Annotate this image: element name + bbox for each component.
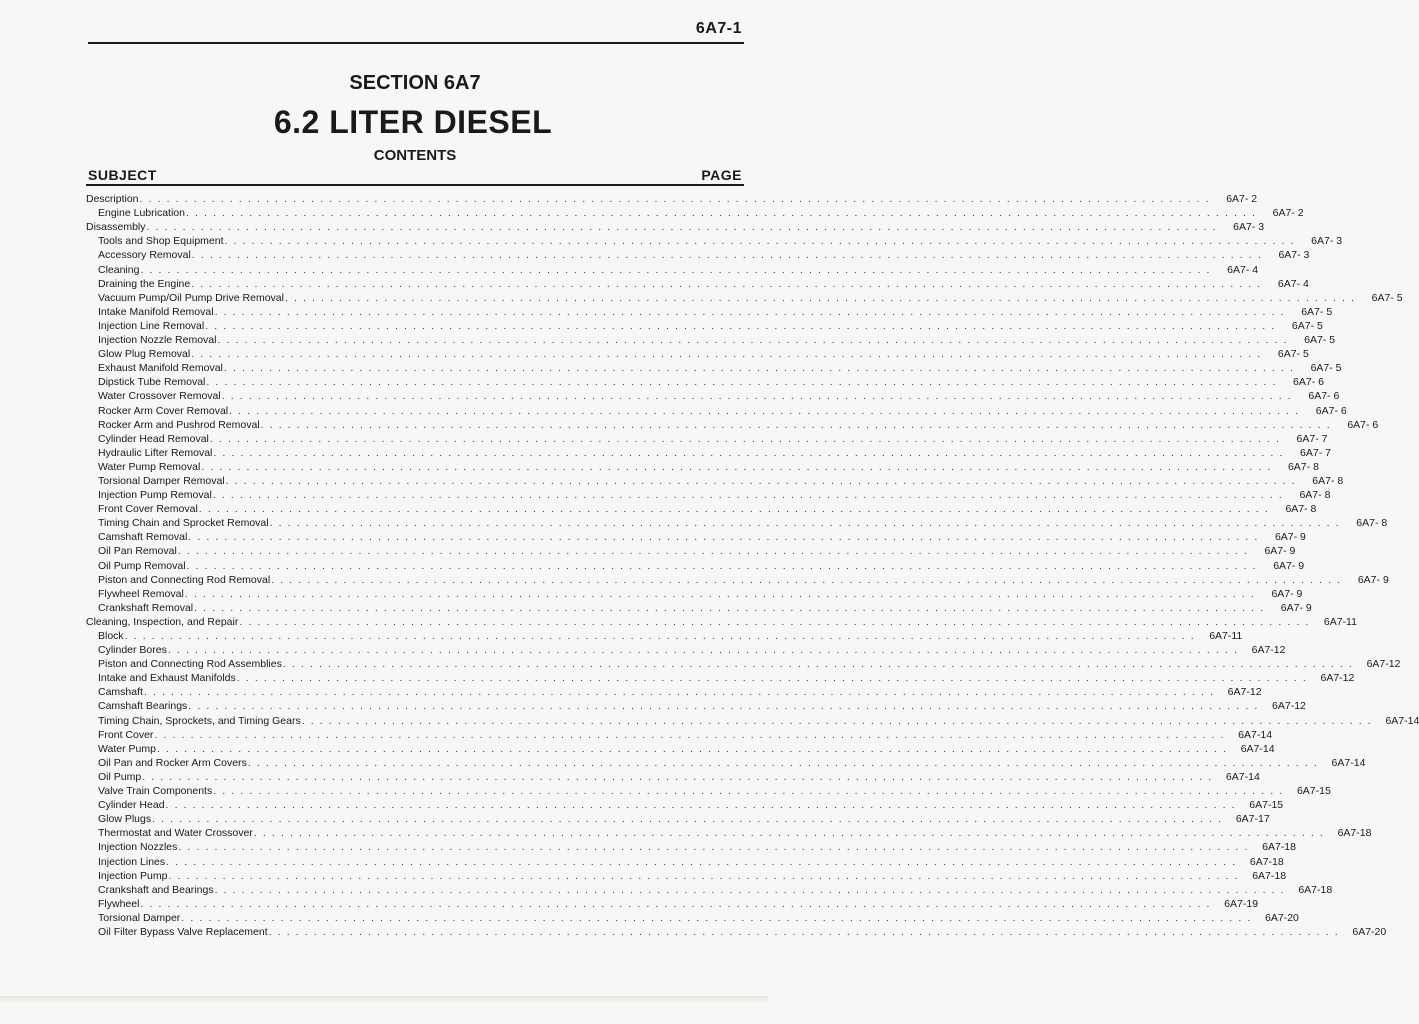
toc-entry-title: Accessory Removal: [98, 249, 191, 262]
toc-entry: [86, 544, 1296, 558]
toc-entry-page: 6A7- 9: [1274, 531, 1306, 544]
toc-entry: [86, 840, 1296, 854]
toc-entry-page: 6A7- 6: [1347, 418, 1379, 431]
toc-entry-page: 6A7-17: [1235, 813, 1270, 826]
toc-entry-title: Water Pump: [98, 742, 156, 755]
toc-entry-page: 6A7- 8: [1299, 489, 1331, 502]
toc-dot-leader: . . . . . . . . . . . . . . . . . . . . . . . . . . . . . . . . . . . . . . . . . . . . . . . . . . . . . . . . . . . . . . . . . . . . . . . . . . . . . . . . . . . . . . . . . . . . . . . . . . . . . . . . . . . . . . . . . . . . . . .: [247, 756, 1319, 769]
toc-entry-page: 6A7-18: [1249, 855, 1284, 868]
toc-entry-title: Timing Chain, Sprockets, and Timing Gears: [98, 714, 301, 727]
toc-entry-title: Water Pump Removal: [98, 460, 201, 473]
toc-dot-leader: . . . . . . . . . . . . . . . . . . . . . . . . . . . . . . . . . . . . . . . . . . . . . . . . . . . . . . . . . . . . . . . . . . . . . . . . . . . . . . . . . . . . . . . . . . . . . . . . . . . . . . . . . . . . . . . . . . . . . . .: [221, 390, 1293, 403]
toc-dot-leader: . . . . . . . . . . . . . . . . . . . . . . . . . . . . . . . . . . . . . . . . . . . . . . . . . . . . . . . . . . . . . . . . . . . . . . . . . . . . . . . . . . . . . . . . . . . . . . . . . . . . . . . . . . . . . . . . . . . . . . .: [212, 489, 1284, 502]
toc-entry: [86, 643, 1286, 657]
toc-entry-title: Camshaft Bearings: [98, 700, 188, 713]
toc-dot-leader: . . . . . . . . . . . . . . . . . . . . . . . . . . . . . . . . . . . . . . . . . . . . . . . . . . . . . . . . . . . . . . . . . . . . . . . . . . . . . . . . . . . . . . . . . . . . . . . . . . . . . . . . . . . . . . . . . . . . . . .: [225, 474, 1297, 487]
toc-entry-title: Oil Filter Bypass Valve Replacement: [98, 925, 268, 938]
toc-dot-leader: . . . . . . . . . . . . . . . . . . . . . . . . . . . . . . . . . . . . . . . . . . . . . . . . . . . . . . . . . . . . . . . . . . . . . . . . . . . . . . . . . . . . . . . . . . . . . . . . . . . . . . . . . . . . . . . . . . . . . . .: [236, 672, 1308, 685]
toc-entry: [86, 220, 1265, 234]
toc-entry-page: 6A7-11: [1323, 615, 1357, 628]
toc-entry: [86, 573, 1389, 587]
toc-entry-page: 6A7-14: [1238, 728, 1273, 741]
toc-entry-page: 6A7- 2: [1226, 193, 1258, 206]
toc-entry-title: Glow Plugs: [98, 813, 152, 826]
toc-entry: [86, 826, 1372, 840]
toc-dot-leader: . . . . . . . . . . . . . . . . . . . . . . . . . . . . . . . . . . . . . . . . . . . . . . . . . . . . . . . . . . . . . . . . . . . . . . . . . . . . . . . . . . . . . . . . . . . . . . . . . . . . . . . . . . . . . . . . . . . . . . .: [186, 559, 1258, 572]
toc-entry-title: Front Cover Removal: [98, 503, 198, 516]
toc-entry: [86, 558, 1305, 572]
toc-entry-page: 6A7-15: [1296, 785, 1331, 798]
toc-entry-page: 6A7-18: [1298, 883, 1333, 896]
toc-dot-leader: . . . . . . . . . . . . . . . . . . . . . . . . . . . . . . . . . . . . . . . . . . . . . . . . . . . . . . . . . . . . . . . . . . . . . . . . . . . . . . . . . . . . . . . . . . . . . . . . . . . . . . . . . . . . . . . . . . . . . . .: [191, 277, 1262, 290]
toc-dot-leader: . . . . . . . . . . . . . . . . . . . . . . . . . . . . . . . . . . . . . . . . . . . . . . . . . . . . . . . . . . . . . . . . . . . . . . . . . . . . . . . . . . . . . . . . . . . . . . . . . . . . . . . . . . . . . . . . . . . . . . .: [140, 263, 1212, 276]
toc-entry-page: 6A7-14: [1331, 756, 1366, 769]
toc-entry: [86, 728, 1273, 742]
toc-entry: [86, 587, 1303, 601]
toc-entry: [86, 685, 1262, 699]
toc-entry-title: Injection Nozzles: [98, 841, 178, 854]
toc-entry-page: 6A7-14: [1240, 742, 1275, 755]
toc-entry-title: Thermostat and Water Crossover: [98, 827, 253, 840]
toc-entry: [86, 418, 1379, 432]
toc-entry: [86, 713, 1419, 727]
toc-entry: [86, 347, 1309, 361]
toc-entry-title: Timing Chain and Sprocket Removal: [98, 517, 269, 530]
toc-entry-title: Draining the Engine: [98, 277, 191, 290]
toc-entry-title: Valve Train Components: [98, 785, 213, 798]
toc-entry-page: 6A7-18: [1262, 841, 1296, 854]
toc-entry: [86, 742, 1275, 756]
toc-entry: [86, 911, 1299, 925]
toc-entry-page: 6A7- 5: [1291, 319, 1323, 332]
toc-dot-leader: . . . . . . . . . . . . . . . . . . . . . . . . . . . . . . . . . . . . . . . . . . . . . . . . . . . . . . . . . . . . . . . . . . . . . . . . . . . . . . . . . . . . . . . . . . . . . . . . . . . . . . . . . . . . . . . . . . . . . . .: [178, 841, 1249, 854]
toc-entry: [86, 234, 1343, 248]
toc-entry: [86, 756, 1366, 770]
toc-dot-leader: . . . . . . . . . . . . . . . . . . . . . . . . . . . . . . . . . . . . . . . . . . . . . . . . . . . . . . . . . . . . . . . . . . . . . . . . . . . . . . . . . . . . . . . . . . . . . . . . . . . . . . . . . . . . . . . . . . . . . . .: [213, 446, 1284, 459]
toc-dot-leader: . . . . . . . . . . . . . . . . . . . . . . . . . . . . . . . . . . . . . . . . . . . . . . . . . . . . . . . . . . . . . . . . . . . . . . . . . . . . . . . . . . . . . . . . . . . . . . . . . . . . . . . . . . . . . . . . . . . . . . .: [143, 686, 1215, 699]
toc-entry-page: 6A7- 6: [1293, 376, 1324, 389]
toc-dot-leader: . . . . . . . . . . . . . . . . . . . . . . . . . . . . . . . . . . . . . . . . . . . . . . . . . . . . . . . . . . . . . . . . . . . . . . . . . . . . . . . . . . . . . . . . . . . . . . . . . . . . . . . . . . . . . . . . . . . . . . .: [156, 742, 1228, 755]
toc-entry: [86, 192, 1258, 206]
toc-entry-title: Front Cover: [98, 728, 154, 741]
toc-entry-title: Injection Line Removal: [98, 319, 205, 332]
contents-heading: CONTENTS: [373, 147, 457, 164]
toc-entry: [86, 375, 1324, 389]
section-heading: SECTION 6A7: [349, 72, 481, 94]
toc-dot-leader: . . . . . . . . . . . . . . . . . . . . . . . . . . . . . . . . . . . . . . . . . . . . . . . . . . . . . . . . . . . . . . . . . . . . . . . . . . . . . . . . . . . . . . . . . . . . . . . . . . . . . . . . . . . . . . . . . . . . . . .: [124, 630, 1196, 642]
toc-entry-title: Torsional Damper Removal: [98, 474, 225, 487]
toc-entry-page: 6A7- 7: [1296, 432, 1328, 445]
toc-entry: [86, 446, 1331, 460]
toc-entry-page: 6A7-20: [1352, 925, 1387, 938]
toc-entry-page: 6A7- 8: [1356, 517, 1388, 530]
toc-entry-title: Cleaning: [98, 263, 140, 276]
toc-dot-leader: . . . . . . . . . . . . . . . . . . . . . . . . . . . . . . . . . . . . . . . . . . . . . . . . . . . . . . . . . . . . . . . . . . . . . . . . . . . . . . . . . . . . . . . . . . . . . . . . . . . . . . . . . . . . . . . . . . . . . . .: [239, 615, 1310, 628]
toc-entry-page: 6A7-11: [1209, 630, 1243, 642]
toc-entry: [86, 361, 1342, 375]
toc-entry-title: Block: [98, 630, 124, 642]
toc-dot-leader: . . . . . . . . . . . . . . . . . . . . . . . . . . . . . . . . . . . . . . . . . . . . . . . . . . . . . . . . . . . . . . . . . . . . . . . . . . . . . . . . . . . . . . . . . . . . . . . . . . . . . . . . . . . . . . . . . . . . . . .: [224, 235, 1296, 248]
toc-dot-leader: . . . . . . . . . . . . . . . . . . . . . . . . . . . . . . . . . . . . . . . . . . . . . . . . . . . . . . . . . . . . . . . . . . . . . . . . . . . . . . . . . . . . . . . . . . . . . . . . . . . . . . . . . . . . . . . . . . . . . . .: [217, 334, 1289, 347]
toc-entry-title: Crankshaft Removal: [98, 601, 194, 614]
toc-dot-leader: . . . . . . . . . . . . . . . . . . . . . . . . . . . . . . . . . . . . . . . . . . . . . . . . . . . . . . . . . . . . . . . . . . . . . . . . . . . . . . . . . . . . . . . . . . . . . . . . . . . . . . . . . . . . . . . . . . . . . . .: [223, 362, 1295, 375]
toc-entry: [86, 488, 1331, 502]
toc-entry-title: Intake Manifold Removal: [98, 305, 214, 318]
toc-dot-leader: . . . . . . . . . . . . . . . . . . . . . . . . . . . . . . . . . . . . . . . . . . . . . . . . . . . . . . . . . . . . . . . . . . . . . . . . . . . . . . . . . . . . . . . . . . . . . . . . . . . . . . . . . . . . . . . . . . . . . . .: [253, 827, 1325, 840]
toc-entry: [86, 248, 1310, 262]
toc-dot-leader: . . . . . . . . . . . . . . . . . . . . . . . . . . . . . . . . . . . . . . . . . . . . . . . . . . . . . . . . . . . . . . . . . . . . . . . . . . . . . . . . . . . . . . . . . . . . . . . . . . . . . . . . . . . . . . . . . . . . . . .: [194, 601, 1265, 614]
toc-dot-leader: . . . . . . . . . . . . . . . . . . . . . . . . . . . . . . . . . . . . . . . . . . . . . . . . . . . . . . . . . . . . . . . . . . . . . . . . . . . . . . . . . . . . . . . . . . . . . . . . . . . . . . . . . . . . . . . . . . . . . . .: [165, 799, 1237, 812]
toc-dot-leader: . . . . . . . . . . . . . . . . . . . . . . . . . . . . . . . . . . . . . . . . . . . . . . . . . . . . . . . . . . . . . . . . . . . . . . . . . . . . . . . . . . . . . . . . . . . . . . . . . . . . . . . . . . . . . . . . . . . . . . .: [142, 770, 1213, 783]
toc-entry-title: Injection Lines: [98, 855, 166, 868]
top-rule: [88, 42, 744, 44]
page-title: 6.2 LITER DIESEL: [273, 104, 553, 140]
toc-entry-page: 6A7-18: [1337, 827, 1372, 840]
page-bottom-edge: [0, 996, 768, 1004]
toc-entry-title: Piston and Connecting Rod Removal: [98, 573, 271, 586]
toc-entry: [86, 516, 1388, 530]
toc-entry-page: 6A7- 9: [1357, 573, 1389, 586]
toc-dot-leader: . . . . . . . . . . . . . . . . . . . . . . . . . . . . . . . . . . . . . . . . . . . . . . . . . . . . . . . . . . . . . . . . . . . . . . . . . . . . . . . . . . . . . . . . . . . . . . . . . . . . . . . . . . . . . . . . . . . . . . .: [166, 855, 1237, 868]
toc-entry: [86, 854, 1284, 868]
toc-entry-title: Intake and Exhaust Manifolds: [98, 672, 236, 685]
toc-entry-page: 6A7- 5: [1277, 348, 1309, 361]
table-of-contents: [86, 192, 1419, 939]
toc-dot-leader: . . . . . . . . . . . . . . . . . . . . . . . . . . . . . . . . . . . . . . . . . . . . . . . . . . . . . . . . . . . . . . . . . . . . . . . . . . . . . . . . . . . . . . . . . . . . . . . . . . . . . . . . . . . . . . . . . . . . . . .: [214, 305, 1286, 318]
toc-entry-page: 6A7- 7: [1300, 446, 1331, 459]
toc-entry: [86, 601, 1312, 615]
toc-entry-page: 6A7-18: [1252, 869, 1287, 882]
toc-entry-page: 6A7- 3: [1311, 235, 1343, 248]
toc-dot-leader: . . . . . . . . . . . . . . . . . . . . . . . . . . . . . . . . . . . . . . . . . . . . . . . . . . . . . . . . . . . . . . . . . . . . . . . . . . . . . . . . . . . . . . . . . . . . . . . . . . . . . . . . . . . . . . . . . . . . . . .: [184, 587, 1256, 600]
toc-entry-title: Water Crossover Removal: [98, 390, 221, 403]
subject-column-header: SUBJECT: [88, 167, 157, 183]
toc-dot-leader: . . . . . . . . . . . . . . . . . . . . . . . . . . . . . . . . . . . . . . . . . . . . . . . . . . . . . . . . . . . . . . . . . . . . . . . . . . . . . . . . . . . . . . . . . . . . . . . . . . . . . . . . . . . . . . . . . . . . . . .: [177, 545, 1249, 558]
toc-entry-page: 6A7- 6: [1308, 390, 1340, 403]
toc-entry: [86, 305, 1333, 319]
toc-entry: [86, 671, 1355, 685]
toc-entry-title: Cylinder Head Removal: [98, 432, 209, 445]
toc-dot-leader: . . . . . . . . . . . . . . . . . . . . . . . . . . . . . . . . . . . . . . . . . . . . . . . . . . . . . . . . . . . . . . . . . . . . . . . . . . . . . . . . . . . . . . . . . . . . . . . . . . . . . . . . . . . . . . . . . . . . . . .: [188, 700, 1259, 713]
toc-dot-leader: . . . . . . . . . . . . . . . . . . . . . . . . . . . . . . . . . . . . . . . . . . . . . . . . . . . . . . . . . . . . . . . . . . . . . . . . . . . . . . . . . . . . . . . . . . . . . . . . . . . . . . . . . . . . . . . . . . . . . . .: [181, 911, 1252, 924]
toc-dot-leader: . . . . . . . . . . . . . . . . . . . . . . . . . . . . . . . . . . . . . . . . . . . . . . . . . . . . . . . . . . . . . . . . . . . . . . . . . . . . . . . . . . . . . . . . . . . . . . . . . . . . . . . . . . . . . . . . . . . . . . .: [268, 925, 1340, 938]
toc-entry: [86, 474, 1344, 488]
toc-dot-leader: . . . . . . . . . . . . . . . . . . . . . . . . . . . . . . . . . . . . . . . . . . . . . . . . . . . . . . . . . . . . . . . . . . . . . . . . . . . . . . . . . . . . . . . . . . . . . . . . . . . . . . . . . . . . . . . . . . . . . . .: [301, 714, 1373, 727]
toc-entry-page: 6A7-14: [1385, 714, 1419, 727]
page-column-header: PAGE: [701, 167, 742, 183]
toc-entry-page: 6A7- 3: [1233, 221, 1265, 234]
toc-entry-title: Oil Pan Removal: [98, 545, 177, 558]
toc-entry: [86, 502, 1317, 516]
toc-entry: [86, 432, 1328, 446]
toc-entry-title: Piston and Connecting Rod Assemblies: [98, 658, 282, 671]
toc-entry: [86, 460, 1319, 474]
toc-entry-title: Cleaning, Inspection, and Repair: [86, 615, 239, 628]
toc-entry: [86, 615, 1357, 629]
toc-entry: [86, 798, 1284, 812]
toc-entry-page: 6A7- 9: [1280, 601, 1312, 614]
toc-entry-title: Hydraulic Lifter Removal: [98, 446, 213, 459]
toc-entry-page: 6A7-19: [1224, 897, 1259, 910]
toc-entry-title: Oil Pump: [98, 770, 142, 783]
toc-dot-leader: . . . . . . . . . . . . . . . . . . . . . . . . . . . . . . . . . . . . . . . . . . . . . . . . . . . . . . . . . . . . . . . . . . . . . . . . . . . . . . . . . . . . . . . . . . . . . . . . . . . . . . . . . . . . . . . . . . . . . . .: [229, 404, 1300, 417]
toc-entry-title: Flywheel Removal: [98, 587, 184, 600]
toc-entry: [86, 869, 1287, 883]
toc-dot-leader: . . . . . . . . . . . . . . . . . . . . . . . . . . . . . . . . . . . . . . . . . . . . . . . . . . . . . . . . . . . . . . . . . . . . . . . . . . . . . . . . . . . . . . . . . . . . . . . . . . . . . . . . . . . . . . . . . . . . . . .: [205, 319, 1276, 332]
toc-dot-leader: . . . . . . . . . . . . . . . . . . . . . . . . . . . . . . . . . . . . . . . . . . . . . . . . . . . . . . . . . . . . . . . . . . . . . . . . . . . . . . . . . . . . . . . . . . . . . . . . . . . . . . . . . . . . . . . . . . . . . . .: [284, 291, 1356, 304]
toc-entry: [86, 699, 1306, 713]
toc-entry-title: Injection Pump: [98, 869, 168, 882]
toc-entry-page: 6A7-12: [1320, 672, 1355, 685]
toc-entry-title: Exhaust Manifold Removal: [98, 362, 223, 375]
toc-entry-page: 6A7-12: [1227, 686, 1262, 699]
toc-entry-page: 6A7- 4: [1227, 263, 1259, 276]
header-rule: [86, 184, 744, 186]
toc-entry-page: 6A7- 5: [1371, 291, 1403, 304]
toc-dot-leader: . . . . . . . . . . . . . . . . . . . . . . . . . . . . . . . . . . . . . . . . . . . . . . . . . . . . . . . . . . . . . . . . . . . . . . . . . . . . . . . . . . . . . . . . . . . . . . . . . . . . . . . . . . . . . . . . . . . . . . .: [271, 573, 1342, 586]
toc-entry-page: 6A7-12: [1251, 644, 1286, 657]
toc-dot-leader: . . . . . . . . . . . . . . . . . . . . . . . . . . . . . . . . . . . . . . . . . . . . . . . . . . . . . . . . . . . . . . . . . . . . . . . . . . . . . . . . . . . . . . . . . . . . . . . . . . . . . . . . . . . . . . . . . . . . . . .: [269, 517, 1341, 530]
toc-entry-page: 6A7- 6: [1315, 404, 1347, 417]
toc-entry-title: Camshaft Removal: [98, 531, 188, 544]
toc-entry-page: 6A7- 5: [1310, 362, 1342, 375]
toc-entry-title: Oil Pan and Rocker Arm Covers: [98, 756, 247, 769]
toc-entry: [86, 277, 1309, 291]
toc-entry-title: Flywheel: [98, 897, 140, 910]
toc-entry-title: Camshaft: [98, 686, 143, 699]
toc-dot-leader: . . . . . . . . . . . . . . . . . . . . . . . . . . . . . . . . . . . . . . . . . . . . . . . . . . . . . . . . . . . . . . . . . . . . . . . . . . . . . . . . . . . . . . . . . . . . . . . . . . . . . . . . . . . . . . . . . . . . . . .: [188, 531, 1259, 544]
toc-entry-page: 6A7-12: [1366, 658, 1401, 671]
toc-entry: [86, 770, 1260, 784]
toc-entry: [86, 629, 1243, 643]
toc-entry: [86, 333, 1336, 347]
toc-dot-leader: . . . . . . . . . . . . . . . . . . . . . . . . . . . . . . . . . . . . . . . . . . . . . . . . . . . . . . . . . . . . . . . . . . . . . . . . . . . . . . . . . . . . . . . . . . . . . . . . . . . . . . . . . . . . . . . . . . . . . . .: [213, 785, 1284, 798]
toc-entry-page: 6A7- 5: [1304, 334, 1336, 347]
toc-dot-leader: . . . . . . . . . . . . . . . . . . . . . . . . . . . . . . . . . . . . . . . . . . . . . . . . . . . . . . . . . . . . . . . . . . . . . . . . . . . . . . . . . . . . . . . . . . . . . . . . . . . . . . . . . . . . . . . . . . . . . . .: [260, 418, 1332, 431]
toc-entry-title: Description: [86, 193, 139, 206]
toc-entry-page: 6A7- 9: [1271, 587, 1303, 600]
toc-entry-page: 6A7- 8: [1287, 460, 1319, 473]
toc-entry: [86, 262, 1259, 276]
toc-entry: [86, 897, 1259, 911]
toc-entry-page: 6A7- 8: [1285, 503, 1317, 516]
toc-dot-leader: . . . . . . . . . . . . . . . . . . . . . . . . . . . . . . . . . . . . . . . . . . . . . . . . . . . . . . . . . . . . . . . . . . . . . . . . . . . . . . . . . . . . . . . . . . . . . . . . . . . . . . . . . . . . . . . . . . . . . . .: [139, 193, 1211, 206]
toc-entry-page: 6A7-14: [1225, 770, 1260, 783]
toc-dot-leader: . . . . . . . . . . . . . . . . . . . . . . . . . . . . . . . . . . . . . . . . . . . . . . . . . . . . . . . . . . . . . . . . . . . . . . . . . . . . . . . . . . . . . . . . . . . . . . . . . . . . . . . . . . . . . . . . . . . . . . .: [140, 897, 1212, 910]
toc-entry: [86, 530, 1306, 544]
toc-entry: [86, 883, 1333, 897]
toc-entry: [86, 206, 1304, 220]
toc-entry-page: 6A7- 4: [1277, 277, 1309, 290]
toc-entry-title: Cylinder Bores: [98, 644, 167, 657]
toc-entry: [86, 319, 1323, 333]
toc-entry-page: 6A7-12: [1272, 700, 1306, 713]
toc-dot-leader: . . . . . . . . . . . . . . . . . . . . . . . . . . . . . . . . . . . . . . . . . . . . . . . . . . . . . . . . . . . . . . . . . . . . . . . . . . . . . . . . . . . . . . . . . . . . . . . . . . . . . . . . . . . . . . . . . . . . . . .: [152, 813, 1223, 826]
toc-entry: [86, 403, 1347, 417]
toc-entry-title: Cylinder Head: [98, 799, 165, 812]
toc-dot-leader: . . . . . . . . . . . . . . . . . . . . . . . . . . . . . . . . . . . . . . . . . . . . . . . . . . . . . . . . . . . . . . . . . . . . . . . . . . . . . . . . . . . . . . . . . . . . . . . . . . . . . . . . . . . . . . . . . . . . . . .: [206, 376, 1277, 389]
toc-dot-leader: . . . . . . . . . . . . . . . . . . . . . . . . . . . . . . . . . . . . . . . . . . . . . . . . . . . . . . . . . . . . . . . . . . . . . . . . . . . . . . . . . . . . . . . . . . . . . . . . . . . . . . . . . . . . . . . . . . . . . . .: [185, 207, 1257, 220]
toc-entry-title: Crankshaft and Bearings: [98, 883, 214, 896]
toc-entry: [86, 389, 1340, 403]
toc-dot-leader: . . . . . . . . . . . . . . . . . . . . . . . . . . . . . . . . . . . . . . . . . . . . . . . . . . . . . . . . . . . . . . . . . . . . . . . . . . . . . . . . . . . . . . . . . . . . . . . . . . . . . . . . . . . . . . . . . . . . . . .: [191, 249, 1263, 262]
toc-dot-leader: . . . . . . . . . . . . . . . . . . . . . . . . . . . . . . . . . . . . . . . . . . . . . . . . . . . . . . . . . . . . . . . . . . . . . . . . . . . . . . . . . . . . . . . . . . . . . . . . . . . . . . . . . . . . . . . . . . . . . . .: [146, 221, 1218, 234]
toc-entry-title: Torsional Damper: [98, 911, 181, 924]
toc-entry-title: Vacuum Pump/Oil Pump Drive Removal: [98, 291, 284, 304]
toc-entry-title: Dipstick Tube Removal: [98, 376, 206, 389]
toc-entry-title: Rocker Arm and Pushrod Removal: [98, 418, 260, 431]
toc-dot-leader: . . . . . . . . . . . . . . . . . . . . . . . . . . . . . . . . . . . . . . . . . . . . . . . . . . . . . . . . . . . . . . . . . . . . . . . . . . . . . . . . . . . . . . . . . . . . . . . . . . . . . . . . . . . . . . . . . . . . . . .: [214, 883, 1286, 896]
toc-entry: [86, 925, 1387, 939]
toc-dot-leader: . . . . . . . . . . . . . . . . . . . . . . . . . . . . . . . . . . . . . . . . . . . . . . . . . . . . . . . . . . . . . . . . . . . . . . . . . . . . . . . . . . . . . . . . . . . . . . . . . . . . . . . . . . . . . . . . . . . . . . .: [201, 460, 1272, 473]
toc-entry-title: Disassembly: [86, 221, 146, 234]
toc-entry-page: 6A7- 8: [1312, 474, 1344, 487]
toc-dot-leader: . . . . . . . . . . . . . . . . . . . . . . . . . . . . . . . . . . . . . . . . . . . . . . . . . . . . . . . . . . . . . . . . . . . . . . . . . . . . . . . . . . . . . . . . . . . . . . . . . . . . . . . . . . . . . . . . . . . . . . .: [168, 869, 1240, 882]
toc-entry: [86, 812, 1270, 826]
toc-entry-title: Engine Lubrication: [98, 207, 185, 220]
toc-entry-title: Glow Plug Removal: [98, 348, 191, 361]
toc-entry-page: 6A7-15: [1249, 799, 1284, 812]
toc-entry: [86, 291, 1403, 305]
toc-dot-leader: . . . . . . . . . . . . . . . . . . . . . . . . . . . . . . . . . . . . . . . . . . . . . . . . . . . . . . . . . . . . . . . . . . . . . . . . . . . . . . . . . . . . . . . . . . . . . . . . . . . . . . . . . . . . . . . . . . . . . . .: [209, 432, 1281, 445]
toc-entry-title: Rocker Arm Cover Removal: [98, 404, 229, 417]
toc-entry-page: 6A7-20: [1265, 911, 1299, 924]
toc-entry: [86, 784, 1331, 798]
toc-entry-page: 6A7- 3: [1278, 249, 1310, 262]
toc-entry-page: 6A7- 2: [1272, 207, 1304, 220]
toc-entry-page: 6A7- 9: [1264, 545, 1296, 558]
toc-dot-leader: . . . . . . . . . . . . . . . . . . . . . . . . . . . . . . . . . . . . . . . . . . . . . . . . . . . . . . . . . . . . . . . . . . . . . . . . . . . . . . . . . . . . . . . . . . . . . . . . . . . . . . . . . . . . . . . . . . . . . . .: [154, 728, 1226, 741]
toc-dot-leader: . . . . . . . . . . . . . . . . . . . . . . . . . . . . . . . . . . . . . . . . . . . . . . . . . . . . . . . . . . . . . . . . . . . . . . . . . . . . . . . . . . . . . . . . . . . . . . . . . . . . . . . . . . . . . . . . . . . . . . .: [167, 644, 1239, 657]
toc-entry: [86, 657, 1401, 671]
toc-dot-leader: . . . . . . . . . . . . . . . . . . . . . . . . . . . . . . . . . . . . . . . . . . . . . . . . . . . . . . . . . . . . . . . . . . . . . . . . . . . . . . . . . . . . . . . . . . . . . . . . . . . . . . . . . . . . . . . . . . . . . . .: [191, 348, 1262, 361]
toc-dot-leader: . . . . . . . . . . . . . . . . . . . . . . . . . . . . . . . . . . . . . . . . . . . . . . . . . . . . . . . . . . . . . . . . . . . . . . . . . . . . . . . . . . . . . . . . . . . . . . . . . . . . . . . . . . . . . . . . . . . . . . .: [198, 503, 1270, 516]
toc-entry-title: Injection Nozzle Removal: [98, 334, 217, 347]
toc-entry-page: 6A7- 9: [1273, 559, 1305, 572]
toc-dot-leader: . . . . . . . . . . . . . . . . . . . . . . . . . . . . . . . . . . . . . . . . . . . . . . . . . . . . . . . . . . . . . . . . . . . . . . . . . . . . . . . . . . . . . . . . . . . . . . . . . . . . . . . . . . . . . . . . . . . . . . .: [282, 658, 1354, 671]
toc-entry-title: Injection Pump Removal: [98, 489, 212, 502]
page-number: 6A7-1: [695, 20, 742, 37]
toc-entry-page: 6A7- 5: [1301, 305, 1333, 318]
toc-entry-title: Oil Pump Removal: [98, 559, 186, 572]
toc-entry-title: Tools and Shop Equipment: [98, 235, 224, 248]
